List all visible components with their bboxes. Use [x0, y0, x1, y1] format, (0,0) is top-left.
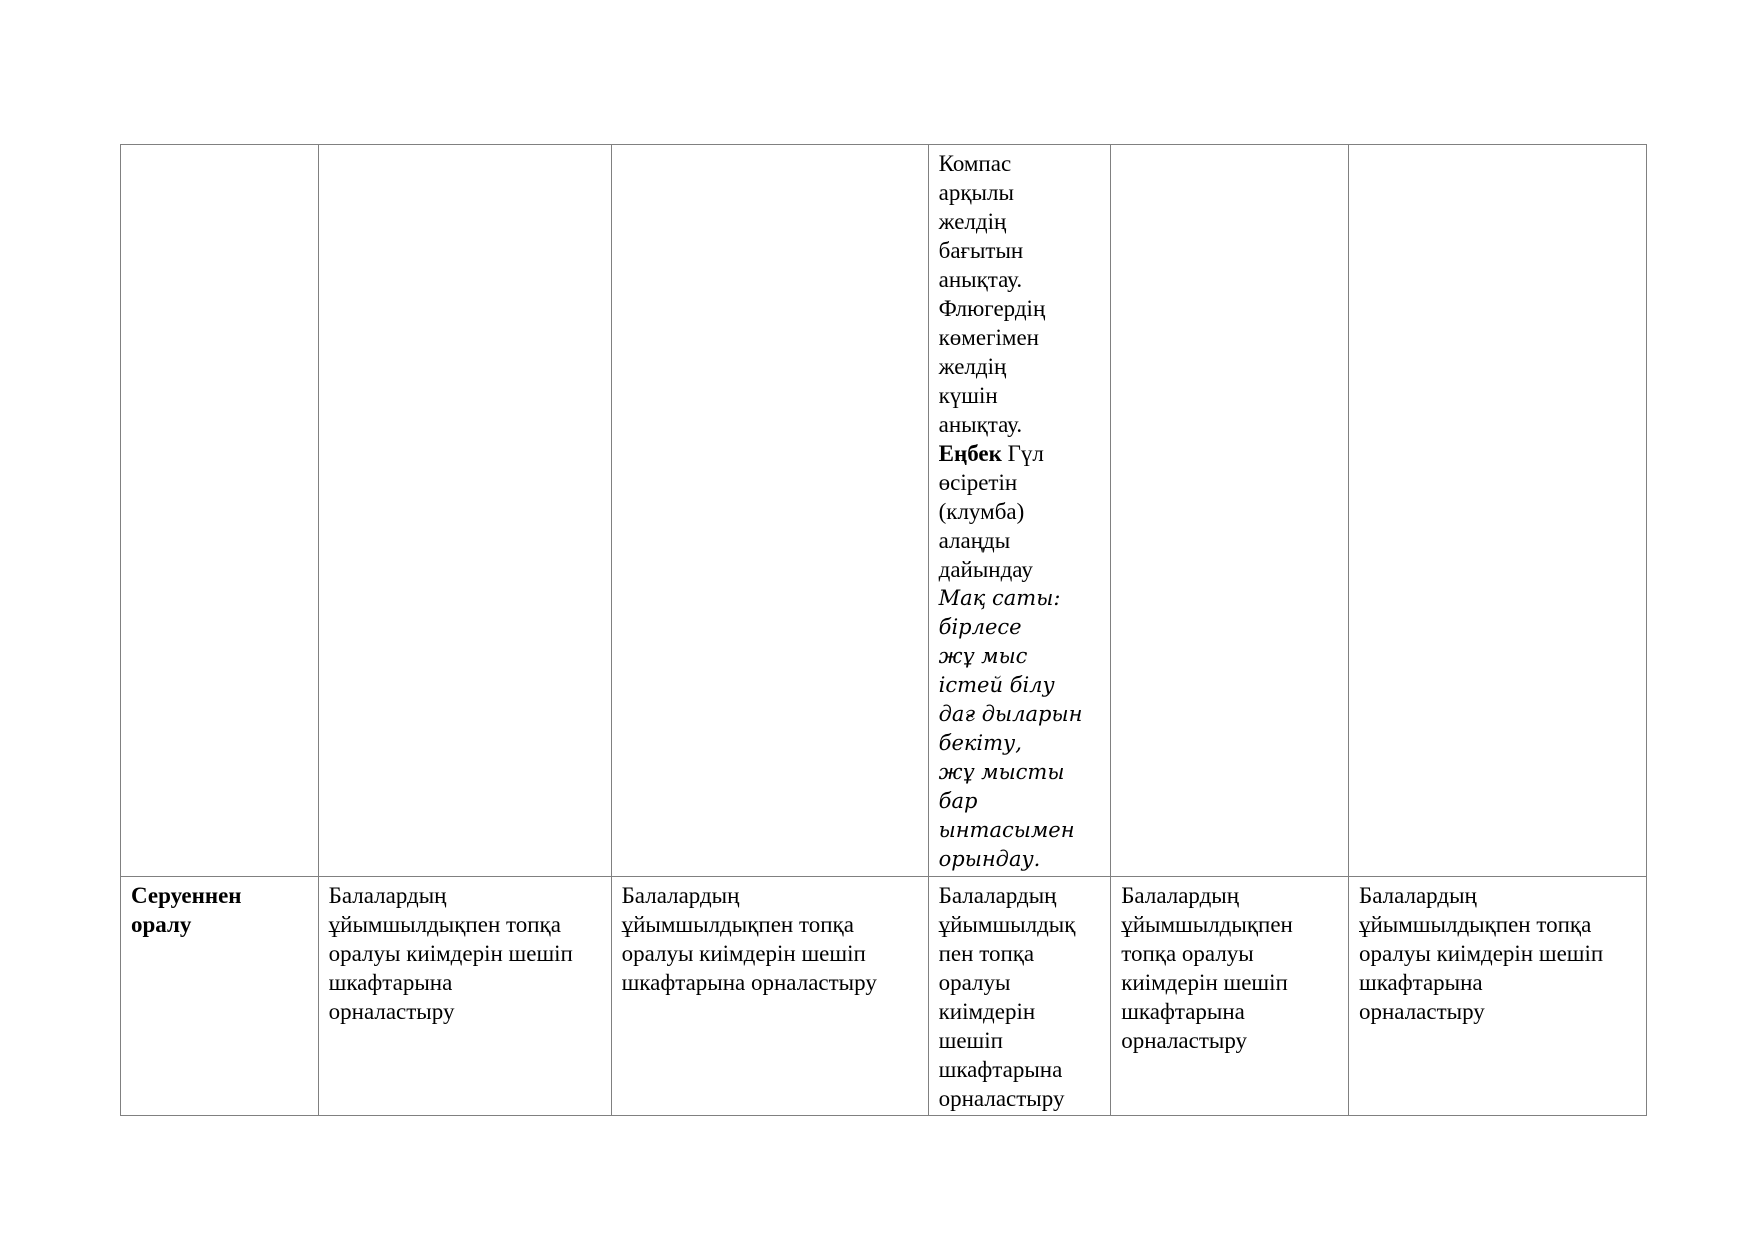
text-line: шкафтарына — [1121, 999, 1245, 1024]
text-line: шешіп — [938, 1028, 1003, 1053]
goal-line: ынтасымен — [938, 818, 1075, 842]
text-line: Флюгердің — [938, 296, 1046, 321]
text-line: (клумба) — [938, 499, 1025, 524]
text-line: анықтау. — [938, 412, 1023, 437]
table-row — [121, 877, 1647, 1116]
row-label: Серуеннен — [131, 883, 242, 908]
row-label: оралу — [131, 912, 192, 937]
text-line: шкафтарына — [938, 1057, 1063, 1082]
text-line: күшін — [938, 383, 998, 408]
text-line: шкафтарына — [328, 970, 453, 995]
text-line: желдің — [938, 354, 1007, 379]
table-cell — [1111, 145, 1349, 877]
text-line: Балалардың — [328, 883, 447, 908]
row-label-cell — [121, 877, 319, 1116]
goal-line: орындау. — [938, 847, 1041, 871]
text-line: дайындау — [938, 557, 1033, 582]
labor-line — [939, 439, 1101, 468]
goal-line: жұ мыс — [938, 644, 1028, 668]
table-cell — [928, 877, 1111, 1116]
table-cell — [318, 145, 611, 877]
text-line: ұйымшылдықпен топқа — [621, 912, 854, 937]
text-line: орналастыру — [938, 1086, 1065, 1111]
text-line: шкафтарына — [1358, 970, 1483, 995]
text-line: Балалардың — [621, 883, 740, 908]
text-line: топқа оралуы — [1121, 941, 1254, 966]
text-line: шкафтарына орналастыру — [621, 970, 877, 995]
text-line: ұйымшылдық — [938, 912, 1076, 937]
text-line: өсіретін — [938, 470, 1018, 495]
goal-line: бекіту, — [938, 731, 1022, 755]
text-line: көмегімен — [938, 325, 1039, 350]
text-line: Балалардың — [938, 883, 1057, 908]
text-line: киімдерін — [938, 999, 1036, 1024]
text-line: пен топқа — [938, 941, 1035, 966]
labor-title: Еңбек — [938, 441, 1002, 466]
text-line: бағытын — [938, 238, 1024, 263]
text-line: Балалардың — [1121, 883, 1240, 908]
table-cell — [318, 877, 611, 1116]
labor-first-word: Гүл — [1007, 441, 1044, 466]
text-line: орналастыру — [328, 999, 455, 1024]
table-cell — [121, 145, 319, 877]
text-line: ұйымшылдықпен — [1121, 912, 1293, 937]
table-cell — [1348, 145, 1646, 877]
goal-line: жұ мысты — [938, 760, 1065, 784]
text-line: желдің — [938, 209, 1007, 234]
text-line: оралуы — [938, 970, 1011, 995]
text-line: Балалардың — [1358, 883, 1477, 908]
text-line: анықтау. — [938, 267, 1023, 292]
schedule-table — [120, 144, 1647, 1116]
text-line: ұйымшылдықпен топқа — [328, 912, 561, 937]
text-line: оралуы киімдерін шешіп — [328, 941, 573, 966]
activity-cell — [928, 145, 1111, 877]
text-line: киімдерін шешіп — [1121, 970, 1288, 995]
table-cell — [611, 145, 928, 877]
table-row — [121, 145, 1647, 877]
text-line: ұйымшылдықпен топқа — [1358, 912, 1592, 937]
goal-line: дағ дыларын — [938, 702, 1083, 726]
text-line: оралуы киімдерін шешіп — [621, 941, 866, 966]
text-line: орналастыру — [1358, 999, 1485, 1024]
text-line: Компас — [938, 151, 1012, 176]
text-line: арқылы — [938, 180, 1014, 205]
table-cell — [611, 877, 928, 1116]
text-line: орналастыру — [1121, 1028, 1248, 1053]
goal-line: бірлесе — [938, 615, 1022, 639]
table-cell — [1348, 877, 1646, 1116]
goal-line: бар — [938, 789, 978, 813]
goal-line: Мақ саты: — [938, 586, 1061, 610]
table-cell — [1111, 877, 1349, 1116]
text-line: алаңды — [938, 528, 1011, 553]
text-line: оралуы киімдерін шешіп — [1358, 941, 1604, 966]
goal-line: істей білу — [938, 673, 1055, 697]
